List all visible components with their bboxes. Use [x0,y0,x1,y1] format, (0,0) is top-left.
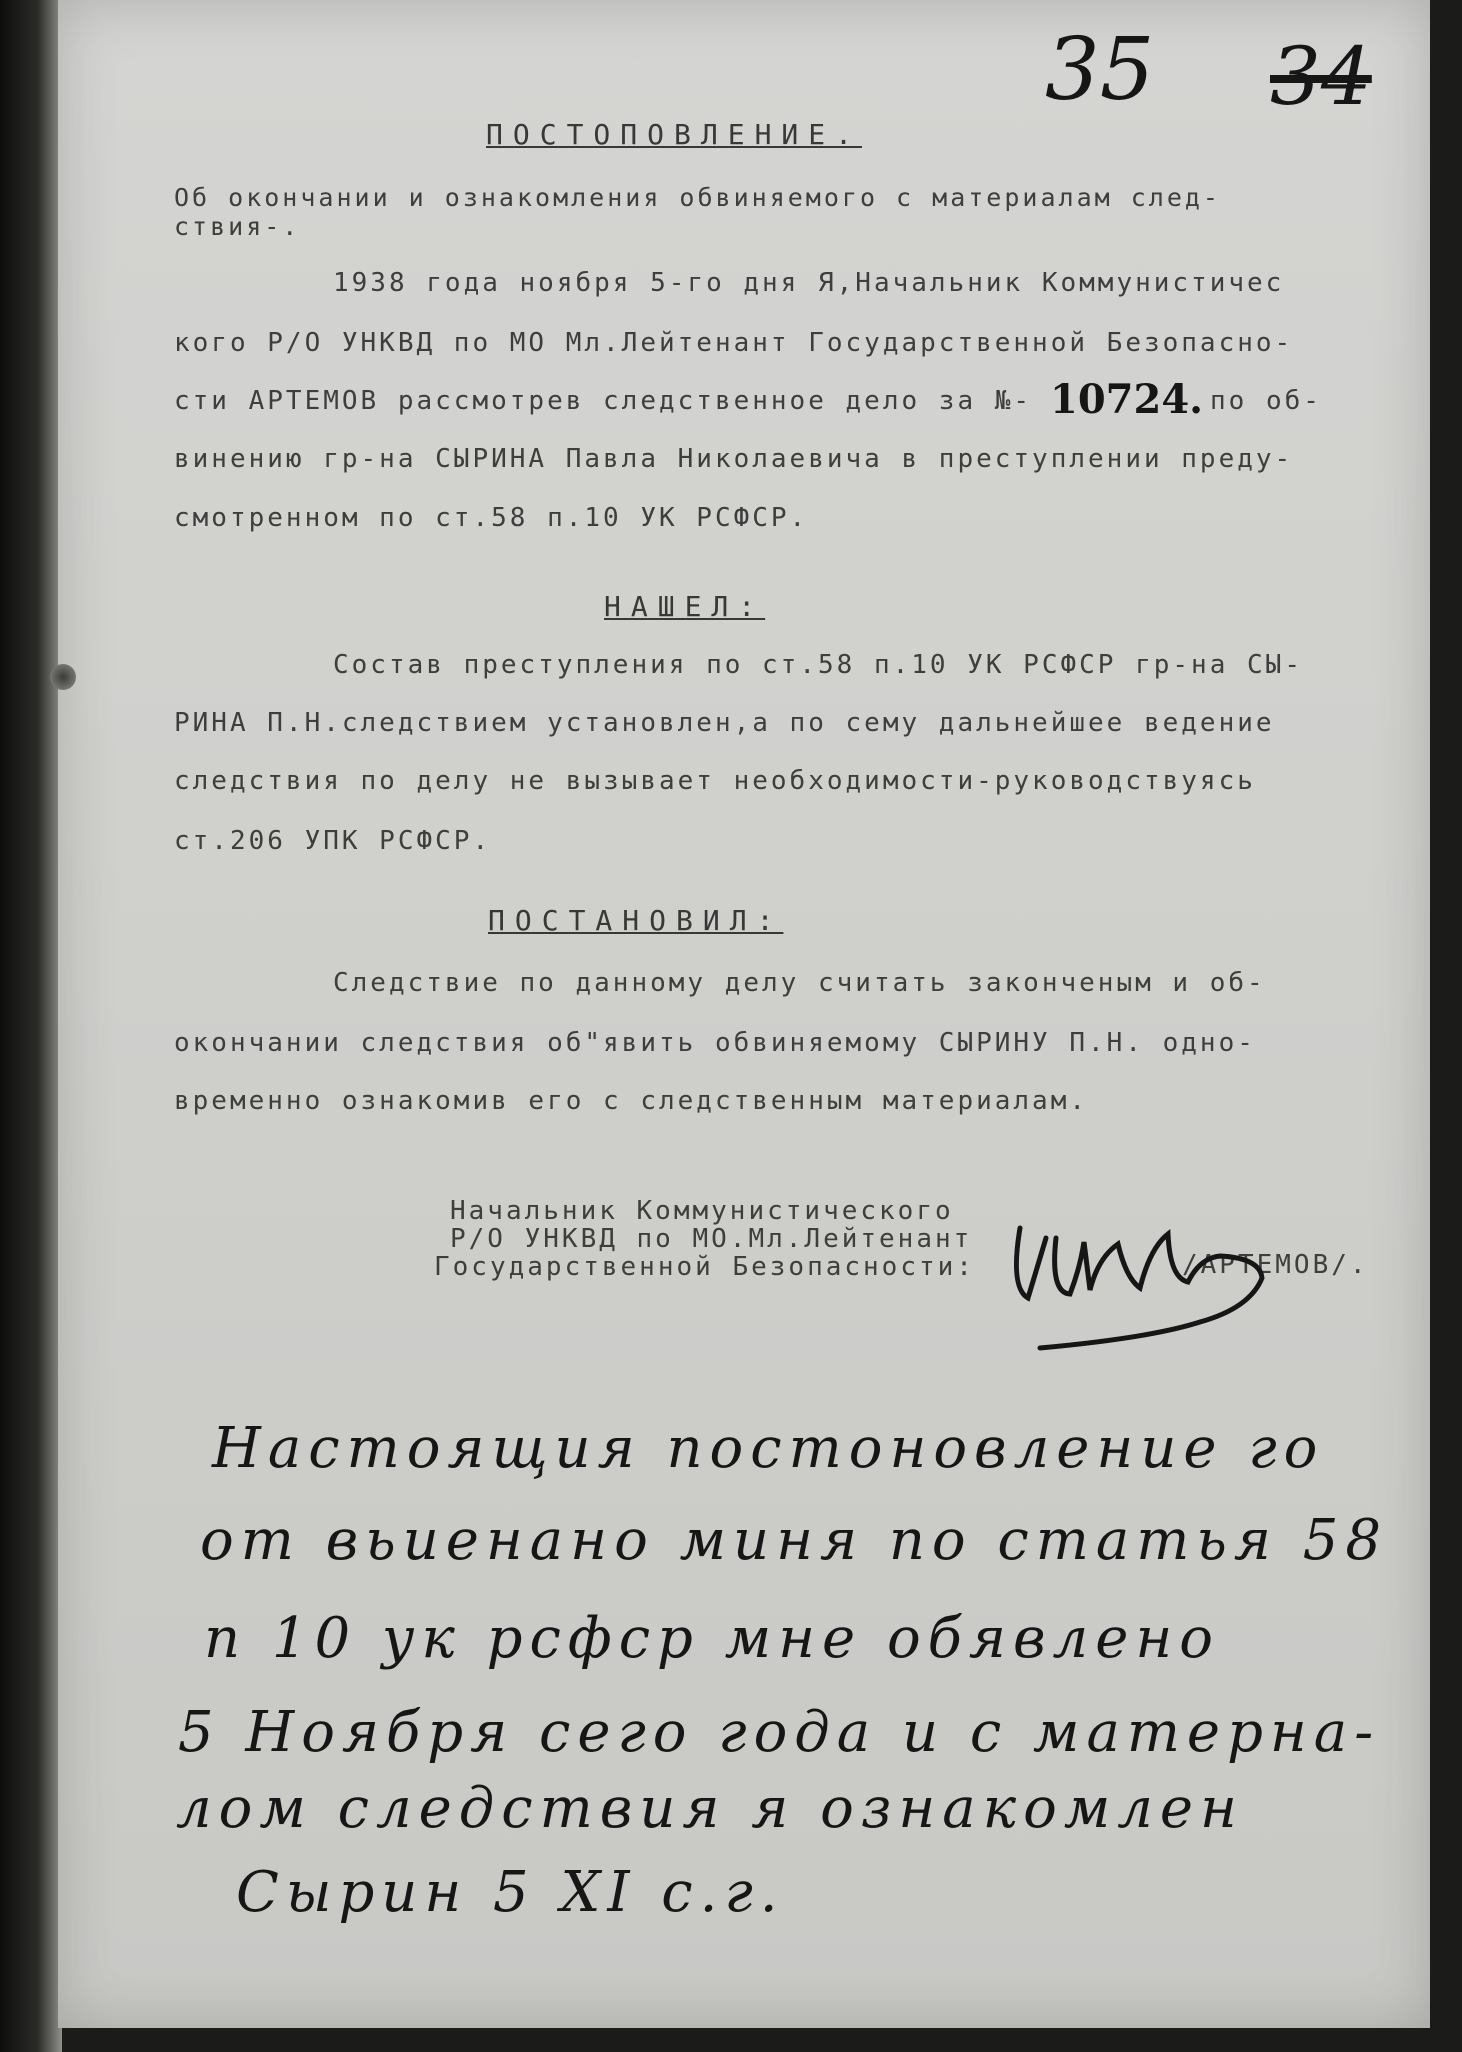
subtitle-line-2: ствия-. [174,212,301,241]
handwritten-line-2: от вьиенано миня по статья 58 [200,1508,1389,1573]
found-heading: НАШЕЛ: [604,590,766,623]
handwritten-line-1: Настоящия постоновление го [212,1416,1325,1481]
crossed-page-number: 34 [1270,30,1372,123]
handwritten-signature-line: Сырин 5 XI с.г. [236,1860,785,1925]
intro-line-4: винению гр-на СЫРИНА Павла Николаевича в преступлении преду- [174,444,1294,474]
case-suffix: по об- [1210,386,1322,416]
intro-line-1: 1938 года ноября 5-го дня Я,Начальник Коммунистичес [333,268,1285,298]
binding-edge [0,0,62,2052]
handwritten-line-3: п 10 ук рсфср мне обявлено [204,1606,1220,1671]
intro-line-2: кого Р/О УНКВД по МО Мл.Лейтенант Государственной Безопасно- [174,328,1294,358]
found-line-4: ст.206 УПК РСФСР. [174,826,492,856]
signature-title-3: Государственной Безопасности: [434,1252,975,1282]
resolved-line-2: окончании следствия об"явить обвиняемому СЫРИНУ П.Н. одно- [174,1028,1256,1058]
subtitle-line-1: Об окончании и ознакомления обвиняемого с материалам след- [174,183,1221,212]
found-line-1: Состав преступления по ст.58 п.10 УК РСФСР гр-на СЫ- [333,650,1303,680]
intro-line-5: смотренном по ст.58 п.10 УК РСФСР. [174,503,809,533]
signature-title-2: Р/О УНКВД по МО.Мл.Лейтенант [450,1224,973,1254]
signature-title-1: Начальник Коммунистического [450,1196,954,1226]
handwritten-line-4: 5 Ноября сего года и с матерна- [178,1700,1381,1765]
signature-scribble [1000,1198,1290,1368]
intro-line-3: сти АРТЕМОВ рассмотрев следственное дело за №- [174,386,1033,416]
found-line-2: РИНА П.Н.следствием установлен,а по сему дальнейшее ведение [174,708,1275,738]
resolved-line-1: Следствие по данному делу считать законченым и об- [333,968,1266,998]
punch-hole [50,664,76,690]
case-number: 10724. [1050,376,1204,423]
document-title: ПОСТОПОВЛЕНИЕ. [486,118,863,151]
handwritten-line-5: лом следствия я ознакомлен [176,1776,1244,1841]
found-line-3: следствия по делу не вызывает необходимости-руководствуясь [174,766,1256,796]
page-number: 35 [1045,20,1155,120]
resolved-line-3: временно ознакомив его с следственным материалам. [174,1086,1089,1116]
resolved-heading: ПОСТАНОВИЛ: [488,904,784,937]
signature-name: /АРТЕМОВ/. [1182,1250,1369,1280]
